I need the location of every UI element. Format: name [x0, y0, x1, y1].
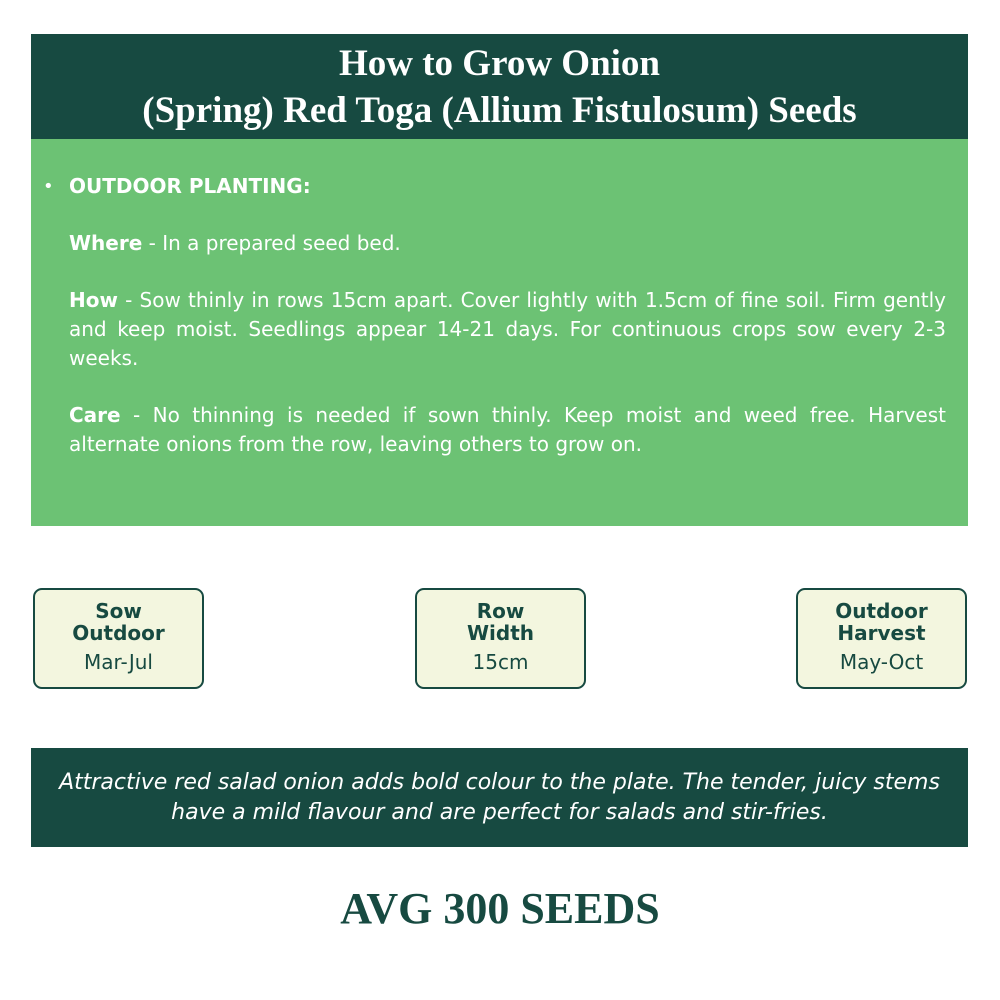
stat-value: May-Oct — [839, 650, 924, 674]
stat-label: Row Width — [466, 599, 535, 645]
care-text: - No thinning is needed if sown thinly. Keep moist and weed free. Harvest alternate onions from the row, leaving others to grow on. — [69, 403, 946, 456]
how-paragraph — [69, 286, 946, 373]
where-paragraph — [69, 229, 946, 258]
title-line-1: How to Grow Onion — [338, 43, 661, 84]
where-text: - In a prepared seed bed. — [142, 231, 401, 255]
seed-count: AVG 300 SEEDS — [340, 884, 660, 933]
stat-label: Sow Outdoor — [72, 599, 165, 645]
care-label: Care — [69, 403, 121, 427]
instructions-panel — [31, 139, 968, 526]
row-width-card — [415, 588, 586, 689]
outdoor-planting-heading-row — [43, 172, 946, 201]
stat-value: 15cm — [472, 650, 529, 674]
care-paragraph — [69, 401, 946, 459]
stat-value: Mar-Jul — [84, 650, 153, 674]
how-label: How — [69, 288, 118, 312]
where-label: Where — [69, 231, 143, 255]
stat-label: Outdoor Harvest — [835, 599, 928, 645]
outdoor-harvest-card — [796, 588, 967, 689]
bullet-icon: • — [43, 176, 54, 197]
product-description: Attractive red salad onion adds bold colour to the plate. The tender, juicy stems have a mild flavour and are perfect for salads and stir-fries. — [31, 748, 968, 847]
sow-outdoor-card — [33, 588, 204, 689]
how-text: - Sow thinly in rows 15cm apart. Cover lightly with 1.5cm of fine soil. Firm gently and keep moist. Seedlings appear 14-21 days. For continuous crops sow every 2-3 weeks. — [69, 288, 946, 370]
page-title — [31, 34, 968, 139]
section-title: OUTDOOR PLANTING: — [69, 174, 311, 198]
title-line-2: (Spring) Red Toga (Allium Fistulosum) Seeds — [142, 90, 857, 131]
